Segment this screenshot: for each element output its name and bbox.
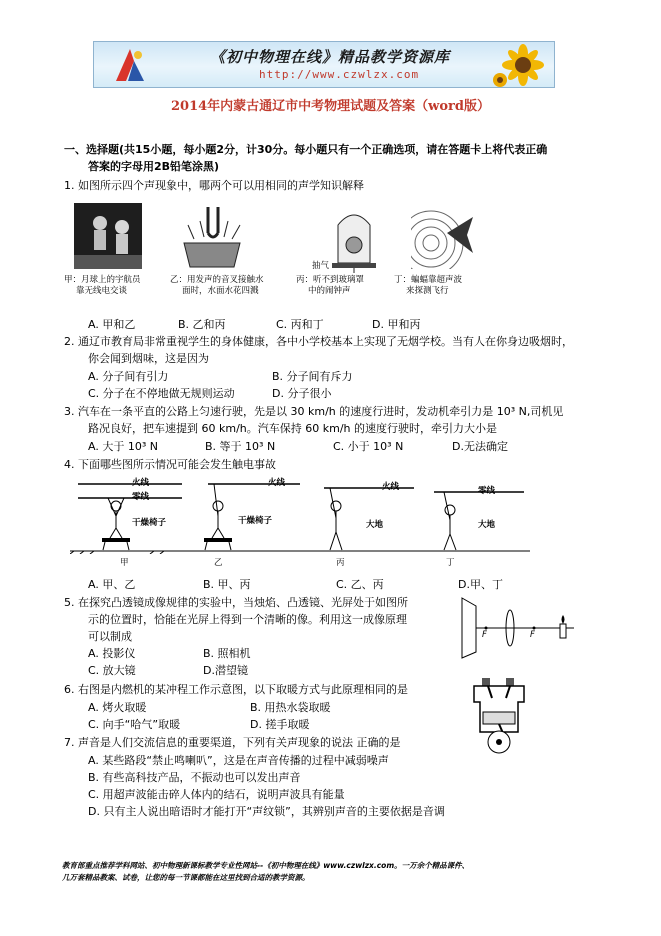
q4-ding-ground-label: 大地 (478, 520, 496, 530)
q6-stem: 6. 右图是内燃机的某冲程工作示意图，以下取暖方式与此原理相同的是 (64, 683, 408, 696)
q4-fig-bing-diagram (310, 474, 420, 554)
sunflower-icon (492, 42, 554, 87)
q1-stem: 1. 如图所示四个声现象中，哪两个可以用相同的声学知识解释 (64, 179, 364, 192)
q5-focus-label-right: F (530, 630, 535, 640)
q1-figures (64, 201, 494, 303)
q4-option-c: C. 乙、丙 (336, 578, 384, 591)
q4-yi-live-label: 火线 (268, 478, 286, 488)
q5-stem-line3: 可以制成 (88, 630, 132, 643)
footer-line1: 教育部重点推荐学科网站、初中物理新课标教学专业性网站--《初中物理在线》www.czwlzx.com。一万余个精品课件、 (62, 861, 470, 870)
q4-bing-ground-label: 大地 (366, 520, 384, 530)
q4-ding-neutral-label: 零线 (478, 486, 496, 496)
q3-option-c: C. 小于 10³ N (333, 440, 404, 453)
q4-figure-name-ding: 丁 (446, 558, 455, 568)
q4-jia-neutral-label: 零线 (132, 492, 150, 502)
footer-line2: 几万套精品教案、试卷，让您的每一节课都能在这里找到合适的教学资源。 (62, 873, 310, 882)
q3-option-a: A. 大于 10³ N (88, 440, 158, 453)
q2-stem-line2: 你会闻到烟味，这是因为 (88, 352, 209, 365)
q5-option-a: A. 投影仪 (88, 647, 136, 660)
q4-yi-stool-label: 干燥椅子 (238, 516, 273, 526)
q2-stem-line1: 2. 通辽市教育局非常重视学生的身体健康，各中小学校基本上实现了无烟学校。当有人在你身边吸烟时， (64, 335, 573, 348)
q7-option-d: D. 只有主人说出暗语时才能打开“声纹锁”，其辨别声音的主要依据是音调 (88, 805, 445, 818)
q5-option-c: C. 放大镜 (88, 664, 136, 677)
q4-figure-name-jia: 甲 (120, 558, 129, 568)
q4-fig-ding-diagram (420, 474, 530, 554)
q3-stem-line1: 3. 汽车在一条平直的公路上匀速行驶，先是以 30 km/h 的速度行进时，发动机牵引力是 10³ N,司机见 (64, 405, 564, 418)
q4-fig-yi-diagram (190, 474, 310, 554)
q2-option-d: D. 分子很小 (272, 387, 332, 400)
document-title: 2014年内蒙古通辽市中考物理试题及答案（word版） (171, 99, 490, 114)
q2-option-b: B. 分子间有斥力 (272, 370, 353, 383)
q6-option-b: B. 用热水袋取暖 (250, 701, 331, 714)
q7-option-b: B. 有些高科技产品，不振动也可以发出声音 (88, 771, 301, 784)
page-footer (62, 860, 622, 884)
q6-option-d: D. 搓手取暖 (250, 718, 310, 731)
q6-option-a: A. 烤火取暖 (88, 701, 147, 714)
q4-figure-name-yi: 乙 (214, 558, 223, 568)
q1-caption-ding: 丁：蝙蝠靠超声波 来探测飞行 (394, 275, 463, 296)
q7-stem: 7. 声音是人们交流信息的重要渠道，下列有关声现象的说法 正确的是 (64, 736, 401, 749)
q4-figures (70, 474, 530, 570)
q4-figure-name-bing: 丙 (336, 558, 345, 568)
q6-option-c: C. 向手“哈气”取暖 (88, 718, 181, 731)
site-logo-icon (108, 45, 152, 85)
q1-caption-yi: 乙：用发声的音叉接触水 面时，水面水花四溅 (170, 275, 264, 296)
q3-option-b: B. 等于 10³ N (205, 440, 276, 453)
q1-fig-bing-bell-jar-image (328, 203, 380, 273)
q4-jia-stool-label: 干燥椅子 (132, 518, 167, 528)
section-instructions-line1: 一、选择题(共15小题，每小题2分，计30分。每小题只有一个正确选项，请在答题卡上将代表正确 (64, 143, 548, 156)
q4-option-a: A. 甲、乙 (88, 578, 136, 591)
q5-option-d: D.潜望镜 (203, 664, 248, 677)
q1-caption-jia: 甲：月球上的宇航员 靠无线电交谈 (64, 275, 141, 296)
q5-lens-diagram (458, 596, 578, 660)
q1-fig-yi-tuning-fork-image (174, 203, 250, 269)
q4-fig-jia-diagram (70, 474, 190, 554)
q1-caption-bing: 丙：听不到玻璃罩 中的闹钟声 (296, 275, 365, 296)
banner-title: 《初中物理在线》精品教学资源库 (210, 48, 451, 66)
header-banner (93, 41, 555, 88)
q2-option-c: C. 分子在不停地做无规则运动 (88, 387, 235, 400)
q1-option-c: C. 丙和丁 (276, 318, 324, 331)
q4-option-b: B. 甲、丙 (203, 578, 251, 591)
q5-option-b: B. 照相机 (203, 647, 251, 660)
q1-fig-jia-astronauts-image (74, 203, 142, 269)
q4-stem: 4. 下面哪些图所示情况可能会发生触电事故 (64, 458, 276, 471)
q7-option-c: C. 用超声波能击碎人体内的结石，说明声波具有能量 (88, 788, 345, 801)
q1-option-a: A. 甲和乙 (88, 318, 136, 331)
q3-stem-line2: 路况良好，把车速提到 60 km/h。汽车保持 60 km/h 的速度行驶时，牵引力大小是 (88, 422, 498, 435)
q5-focus-label-left: F (482, 630, 487, 640)
q7-option-a: A. 某些路段“禁止鸣喇叭”，这是在声音传播的过程中减弱噪声 (88, 754, 389, 767)
q1-fig-ding-bat-image (411, 203, 477, 269)
q2-option-a: A. 分子间有引力 (88, 370, 169, 383)
banner-url: http://www.czwlzx.com (259, 68, 420, 81)
q4-bing-live-label: 火线 (382, 482, 400, 492)
q5-stem-line1: 5. 在探究凸透镜成像规律的实验中，当烛焰、凸透镜、光屏处于如图所 (64, 596, 408, 609)
section-instructions-line2: 答案的字母用2B铅笔涂黑) (88, 160, 220, 173)
q1-option-d: D. 甲和丙 (372, 318, 421, 331)
q5-stem-line2: 示的位置时，恰能在光屏上得到一个清晰的像。利用这一成像原理 (88, 613, 407, 626)
q1-option-b: B. 乙和丙 (178, 318, 226, 331)
q3-option-d: D.无法确定 (452, 440, 508, 453)
q6-engine-diagram (466, 672, 532, 756)
q1-pump-label: 抽气 (312, 261, 330, 271)
q4-option-d: D.甲、丁 (458, 578, 503, 591)
q4-jia-live-label: 火线 (132, 478, 150, 488)
